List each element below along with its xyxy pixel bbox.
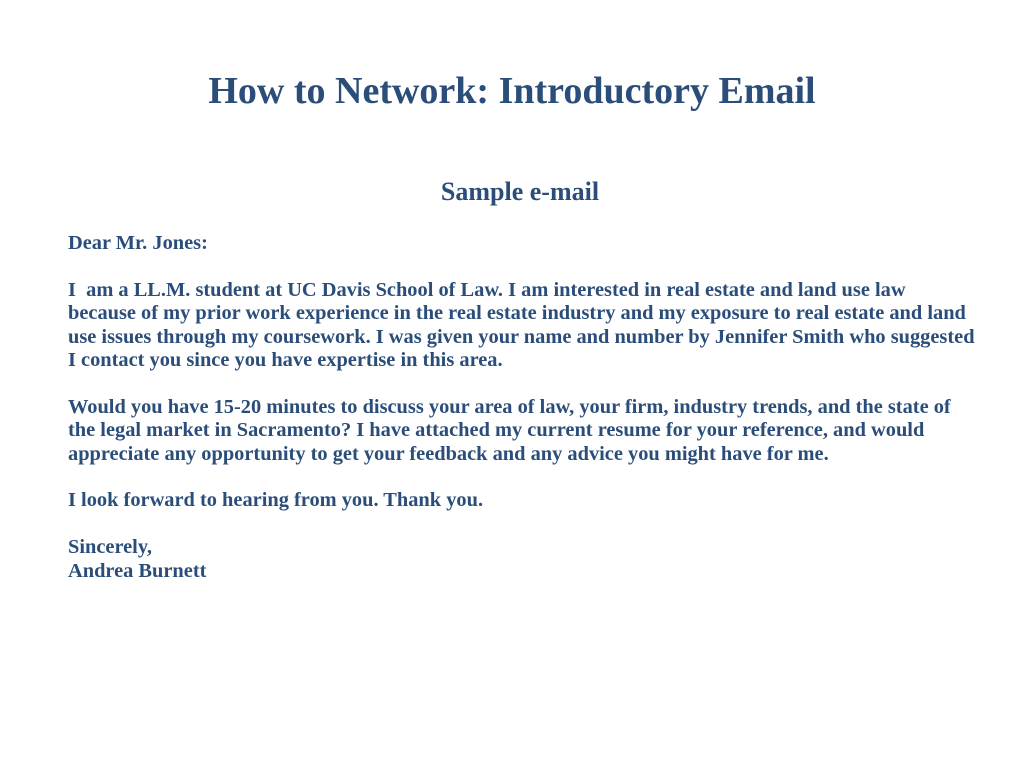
email-closing: Sincerely, [68,536,153,559]
email-signoff [68,536,978,583]
email-greeting: Dear Mr. Jones: [68,232,208,254]
email-paragraph-intro: I am a LL.M. student at UC Davis School of Law. I am interested in real estate and land use law because of my prior work experience in the real estate industry and my exposure to real estate and land use issues through my coursework. I was given your name and number by Jennifer Smith who suggested I contact you since you have expertise in this area. [68,278,980,372]
email-signature: Andrea Burnett [68,559,207,582]
slide-subtitle: Sample e-mail [440,177,600,206]
email-paragraph-thanks: I look forward to hearing from you. Thank you. [68,489,484,512]
email-paragraph-request: Would you have 15-20 minutes to discuss your area of law, your firm, industry trends, and the state of the legal market in Sacramento? I have attached my current resume for your reference, and would appreciate any opportunity to get your feedback and any advice you might have for me. [68,395,951,465]
email-body [68,232,978,583]
slide-title: How to Network: Introductory Email [208,70,816,112]
